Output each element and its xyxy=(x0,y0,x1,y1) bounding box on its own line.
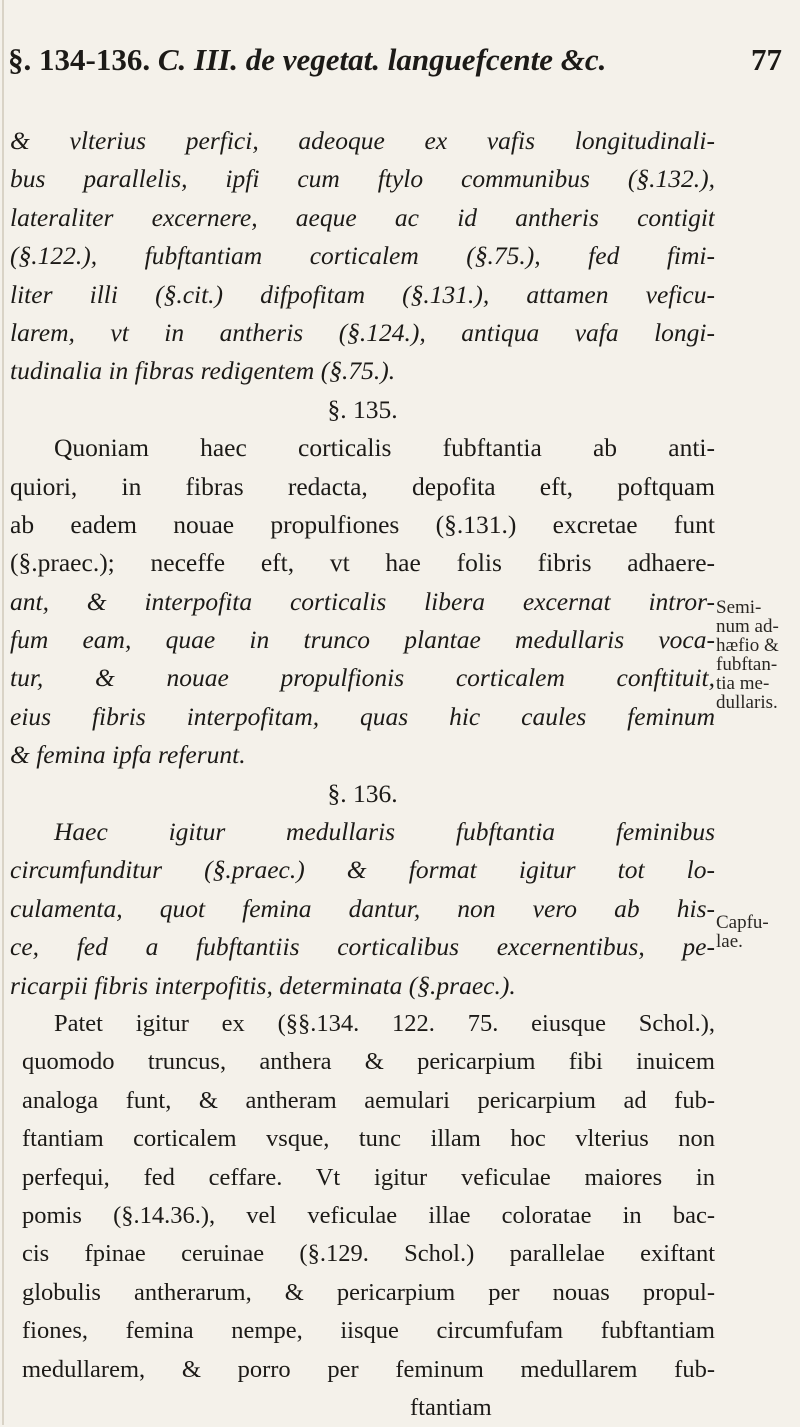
catchword: ftantiam xyxy=(410,1393,492,1421)
text-line: eius fibris interpofitam, quas hic caules feminum xyxy=(10,701,715,731)
text-line: ricarpii fibris interpofitis, determinata (§.praec.). xyxy=(10,970,516,1000)
running-title: C. III. de vegetat. languefcente &c. xyxy=(157,42,607,77)
text-line: Quoniam haec corticalis fubftantia ab anti- xyxy=(54,433,715,463)
text-line: globulis antherarum, & pericarpium per nouas propul- xyxy=(22,1278,715,1306)
section-range: §. 134-136. xyxy=(8,42,151,77)
text-line: circumfunditur (§.praec.) & format igitur tot lo- xyxy=(10,855,715,885)
text-line: larem, vt in antheris (§.124.), antiqua vafa longi- xyxy=(10,317,715,347)
marginal-note-capsulae xyxy=(716,913,800,951)
text-line: pomis (§.14.36.), vel veficulae illae coloratae in bac- xyxy=(22,1201,715,1229)
page-number: 77 xyxy=(751,42,782,77)
main-text xyxy=(10,122,715,1427)
text-line: bus parallelis, ipfi cum ftylo communibus (§.132.), xyxy=(10,164,715,194)
text-line: & femina ipfa referunt. xyxy=(10,740,246,770)
text-line: tur, & nouae propulfionis corticalem conftituit, xyxy=(10,663,715,693)
text-line: quiori, in fibras redacta, depofita eft, poftquam xyxy=(10,471,715,501)
text-line: medullarem, & porro per feminum medullarem fub- xyxy=(22,1355,715,1383)
text-line: tudinalia in fibras redigentem (§.75.). xyxy=(10,356,396,386)
text-line: ce, fed a fubftantiis corticalibus excernentibus, pe- xyxy=(10,932,715,962)
text-line: perfequi, fed ceffare. Vt igitur veficulae maiores in xyxy=(22,1163,715,1191)
paragraph-136 xyxy=(10,813,715,1005)
margin-line: hæfio & xyxy=(716,635,779,656)
margin-line: Semi- xyxy=(716,597,762,618)
margin-line: Capfu- xyxy=(716,912,769,933)
text-line: ftantiam corticalem vsque, tunc illam hoc vlterius non xyxy=(22,1125,715,1153)
text-line: lateraliter excernere, aeque ac id antheris contigit xyxy=(10,202,715,232)
section-heading-135: §. 135. xyxy=(327,394,398,424)
text-line: & vlterius perfici, adeoque ex vafis longitudinali- xyxy=(10,126,715,155)
margin-line: dullaris. xyxy=(716,692,778,713)
text-line: cis fpinae ceruinae (§.129. Schol.) parallelae exiftant xyxy=(22,1240,715,1268)
text-line: ant, & interpofita corticalis libera excernat intror- xyxy=(10,586,715,616)
intro-paragraph xyxy=(10,122,715,391)
text-line: culamenta, quot femina dantur, non vero ab his- xyxy=(10,893,715,923)
text-line: fiones, femina nempe, iisque circumfufam fubftantiam xyxy=(22,1317,715,1345)
marginal-note-semina xyxy=(716,598,800,712)
text-line: (§.122.), fubftantiam corticalem (§.75.), fed fimi- xyxy=(10,241,715,271)
paragraph-135 xyxy=(10,429,715,775)
section-heading-136: §. 136. xyxy=(327,778,398,808)
margin-line: tia me- xyxy=(716,673,770,694)
text-line: quomodo truncus, anthera & pericarpium fibi inuicem xyxy=(22,1048,715,1076)
margin-line: fubftan- xyxy=(716,654,778,675)
text-line: ab eadem nouae propulfiones (§.131.) excretae funt xyxy=(10,509,715,539)
text-line: Haec igitur medullaris fubftantia feminibus xyxy=(54,817,715,847)
text-line: Patet igitur ex (§§.134. 122. 75. eiusque Schol.), xyxy=(54,1009,715,1037)
text-line: fum eam, quae in trunco plantae medullaris voca- xyxy=(10,625,715,655)
page-edge-shadow xyxy=(2,0,4,1425)
text-line: (§.praec.); neceffe eft, vt hae folis fibris adhaere- xyxy=(10,548,715,578)
text-line: analoga funt, & antheram aemulari pericarpium ad fub- xyxy=(22,1086,715,1114)
running-header xyxy=(8,40,788,80)
text-line: liter illi (§.cit.) difpofitam (§.131.), attamen veficu- xyxy=(10,279,715,309)
margin-line: num ad- xyxy=(716,616,779,637)
margin-line: lae. xyxy=(716,931,743,952)
scholion xyxy=(10,1005,715,1427)
